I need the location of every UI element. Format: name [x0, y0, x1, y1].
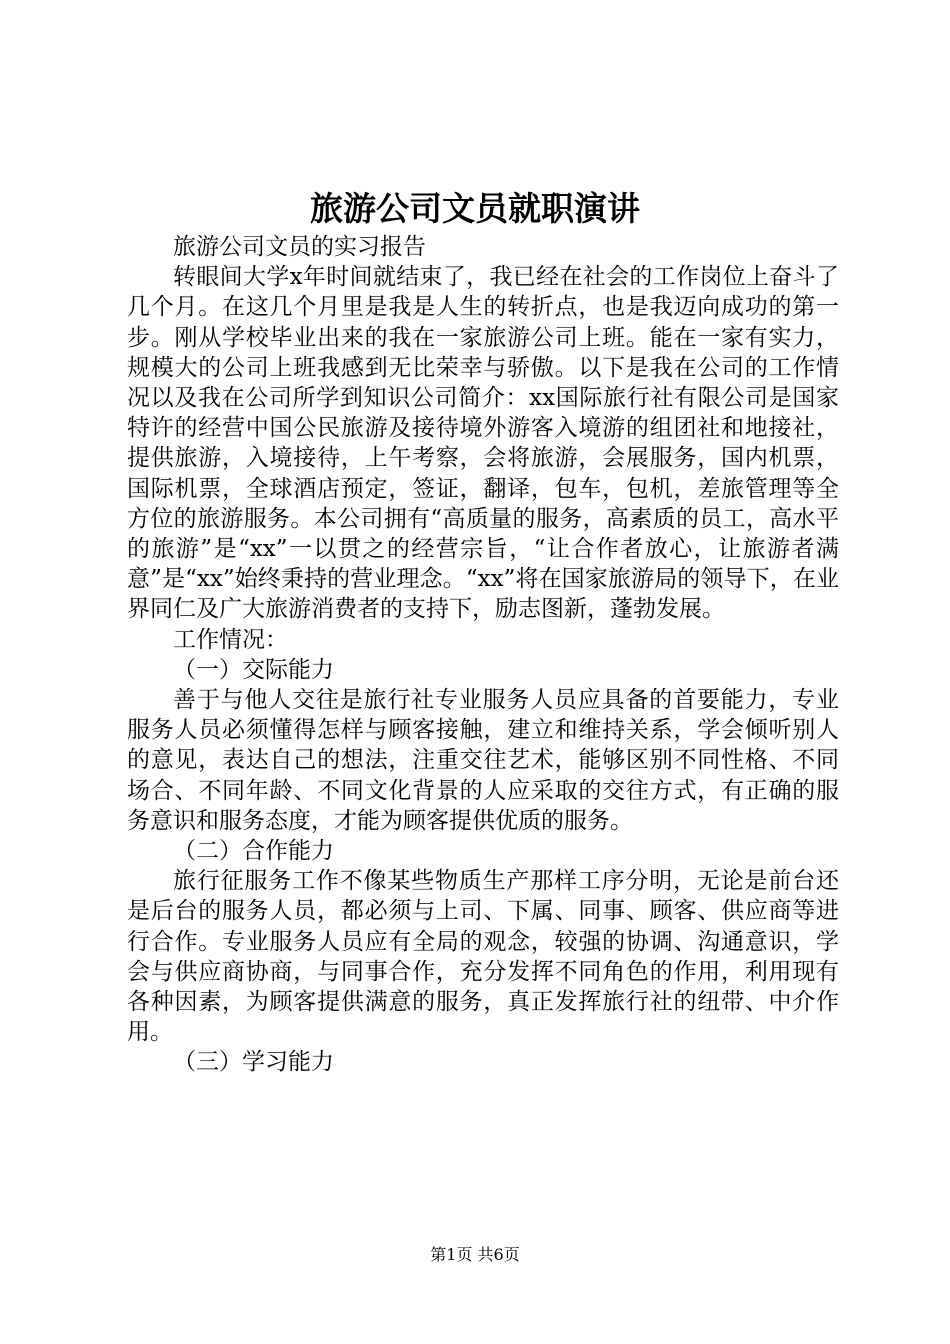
paragraph-intro: 转眼间大学x年时间就结束了，我已经在社会的工作岗位上奋斗了几个月。在这几个月里是我是人生的转折点，也是我迈向成功的第一步。刚从学校毕业出来的我在一家旅游公司上班。能在一家有实力，规模大的公司上班我感到无比荣幸与骄傲。以下是我在公司的工作情况以及我在公司所学到知识公司简介：xx国际旅行社有限公司是国家特许的经营中国公民旅游及接待境外游客入境游的组团社和地接社，提供旅游，入境接待，上午考察，会将旅游，会展服务，国内机票，国际机票，全球酒店预定，签证，翻译，包车，包机，差旅管理等全方位的旅游服务。本公司拥有“高质量的服务，高素质的员工，高水平的旅游”是“xx”一以贯之的经营宗旨，“让合作者放心，让旅游者满意”是“xx”始终秉持的营业理念。“xx”将在国家旅游局的领导下，在业界同仁及广大旅游消费者的支持下，励志图新，蓬勃发展。 [127, 264, 839, 623]
paragraph-cooperation: 旅行征服务工作不像某些物质生产那样工序分明，无论是前台还是后台的服务人员，都必须与上司、下属、同事、顾客、供应商等进行合作。专业服务人员应有全局的观念，较强的协调、沟通意识，学会与供应商协商，与同事合作，充分发挥不同角色的作用，利用现有各种因素，为顾客提供满意的服务，真正发挥旅行社的纽带、中介作用。 [127, 868, 839, 1046]
document-title: 旅游公司文员就职演讲 [310, 189, 640, 228]
paragraph-work-heading: 工作情况： [173, 626, 288, 653]
page-footer: 第1页 共6页 [430, 1245, 520, 1264]
section-heading-learning: （三）学习能力 [173, 1049, 334, 1076]
paragraph-communication: 善于与他人交往是旅行社专业服务人员应具备的首要能力，专业服务人员必须懂得怎样与顾客接触，建立和维持关系，学会倾听别人的意见，表达自己的想法，注重交往艺术，能够区别不同性格、不同场合、不同年龄、不同文化背景的人应采取的交往方式，有正确的服务意识和服务态度，才能为顾客提供优质的服务。 [127, 687, 839, 834]
section-heading-communication: （一）交际能力 [173, 656, 334, 683]
paragraph-report-heading: 旅游公司文员的实习报告 [173, 234, 426, 260]
section-heading-cooperation: （二）合作能力 [173, 838, 334, 865]
document-body [127, 232, 839, 1078]
